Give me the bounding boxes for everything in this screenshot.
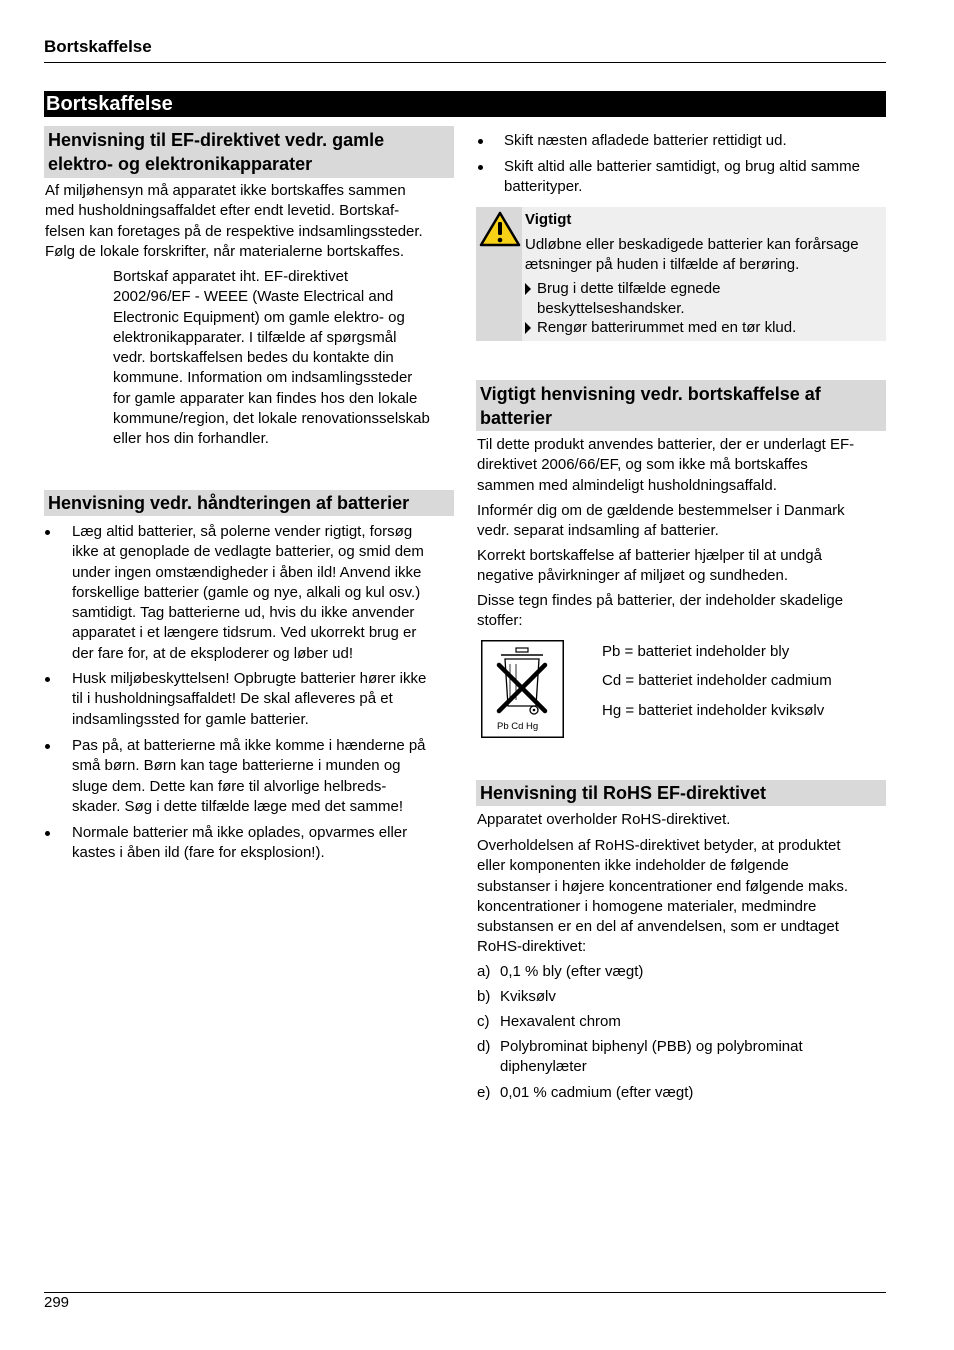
heading-weee-directive: Henvisning til EF-direktivet vedr. gamle elektro- og elektronikapparater xyxy=(44,126,454,178)
footer-rule xyxy=(44,1292,886,1293)
notice-text: Udløbne eller beskadigede batterier kan forårsage ætsninger på huden i tilfælde af berøring. xyxy=(525,236,859,274)
list-item-text: Husk miljøbeskyttelsen! Opbrugte batterier hører ikke til i husholdningsaffaldet! De skal afleveres på et indsamlingssted for gamle batterier. xyxy=(72,670,427,728)
notice-step-text: Brug i dette tilfælde egnede beskyttelseshandsker. xyxy=(537,280,721,318)
list-item-text: Skift næsten afladede batterier rettidigt ud. xyxy=(504,132,787,149)
list-marker: a) xyxy=(477,963,491,980)
bullet-icon xyxy=(45,831,50,836)
header-rule xyxy=(44,62,886,63)
battery-disposal-paragraph: Korrekt bortskaffelse af batterier hjælper til at undgå negative påvirkninger af miljøet og sundheden. xyxy=(477,547,822,585)
legend-item-cd: Cd = batteriet indeholder cadmium xyxy=(602,672,832,689)
battery-symbol-label: Pb Cd Hg xyxy=(497,721,539,732)
weee-detail-paragraph: Bortskaf apparatet iht. EF-direktivet 2002/96/EF - WEEE (Waste Electrical and Electronic Equipment) om gamle elektro- og elektronikapparater. I tilfælde af spørgsmål vedr. bortskaffelsen bedes du kontakte din kommune. Information om indsamlingssteder for gamle apparater kan findes hos den lokale kommune/region, det lokale renovationsselskab eller hos din forhandler. xyxy=(113,268,430,448)
notice-step-text: Rengør batterirummet med en tør klud. xyxy=(537,319,797,336)
bullet-icon xyxy=(45,677,50,682)
rohs-body: Overholdelsen af RoHS-direktivet betyder, at produktet eller komponenten ikke indeholder de følgende substanser i højere koncentrationer end følgende maks. koncentrationer i homogene materialer, medmindre substansen er en del af anvendelsen, som er undtaget RoHS-direktivet: xyxy=(477,837,849,956)
list-item-text: Kviksølv xyxy=(500,988,556,1005)
list-marker: e) xyxy=(477,1084,491,1101)
heading-battery-disposal: Vigtigt henvisning vedr. bortskaffelse af batterier xyxy=(476,380,886,431)
list-item-text: Hexavalent chrom xyxy=(500,1013,621,1030)
bullet-icon xyxy=(478,139,483,144)
list-item-text: 0,1 % bly (efter vægt) xyxy=(500,963,644,980)
battery-disposal-paragraph: Disse tegn findes på batterier, der indeholder skadelige stoffer: xyxy=(477,592,844,630)
running-header: Bortskaffelse xyxy=(44,37,152,56)
list-item-text: Polybrominat biphenyl (PBB) og polybrominat diphenylæter xyxy=(500,1038,803,1076)
bullet-icon xyxy=(45,530,50,535)
legend-item-hg: Hg = batteriet indeholder kviksølv xyxy=(602,702,825,719)
arrow-right-icon xyxy=(525,283,531,295)
list-marker: b) xyxy=(477,988,491,1005)
list-item-text: Normale batterier må ikke oplades, opvarmes eller kastes i åben ild (fare for eksplosion!). xyxy=(72,824,408,862)
bullet-icon xyxy=(45,744,50,749)
warning-triangle-icon xyxy=(478,210,522,248)
arrow-right-icon xyxy=(525,322,531,334)
heading-battery-handling: Henvisning vedr. håndteringen af batterier xyxy=(44,490,454,516)
list-item-text: Pas på, at batterierne må ikke komme i hænderne på små børn. Børn kan tage batterierne i munden og sluge dem. Dette kan føre til alvorlige helbreds- skader. Søg i dette tilfælde læge med det samme! xyxy=(72,737,426,815)
list-marker: d) xyxy=(477,1038,491,1055)
rohs-intro: Apparatet overholder RoHS-direktivet. xyxy=(477,811,731,828)
battery-disposal-paragraph: Informér dig om de gældende bestemmelser i Danmark vedr. separat indsamling af batterier. xyxy=(477,502,845,540)
bullet-icon xyxy=(478,165,483,170)
battery-disposal-paragraph: Til dette produkt anvendes batterier, der er underlagt EF- direktivet 2006/66/EF, og som ikke må bortskaffes sammen med almindeligt husholdningsaffald. xyxy=(477,436,855,494)
section-title-bar: Bortskaffelse xyxy=(44,91,886,117)
notice-title: Vigtigt xyxy=(525,211,572,228)
weee-intro-paragraph: Af miljøhensyn må apparatet ikke bortskaffes sammen med husholdningsaffaldet efter endt levetid. Bortskaf- felsen kan foretages på de respektive indsamlingssteder. Følg de lokale forskrifter, når materialerne bortskaffes. xyxy=(45,182,423,260)
list-item-text: 0,01 % cadmium (efter vægt) xyxy=(500,1084,694,1101)
legend-item-pb: Pb = batteriet indeholder bly xyxy=(602,643,790,660)
page-number: 299 xyxy=(44,1294,70,1311)
heading-rohs: Henvisning til RoHS EF-direktivet xyxy=(476,780,886,806)
list-item-text: Læg altid batterier, så polerne vender rigtigt, forsøg ikke at genoplade de vedlagte batterier, og smid dem under ingen omstændigheder i åben ild! Anvend ikke forskellige batterier (gamle og nye, alkali og kul osv.) samtidigt. Tag batterierne ud, hvis du ikke anvender apparatet i et længere tidsrum. Ved ukorrekt brug er der fare for, at de eksploderer og løber ud! xyxy=(72,523,424,662)
list-marker: c) xyxy=(477,1013,490,1030)
list-item-text: Skift altid alle batterier samtidigt, og brug altid samme batterityper. xyxy=(504,158,860,196)
crossed-out-wheelie-bin-icon xyxy=(481,640,564,738)
